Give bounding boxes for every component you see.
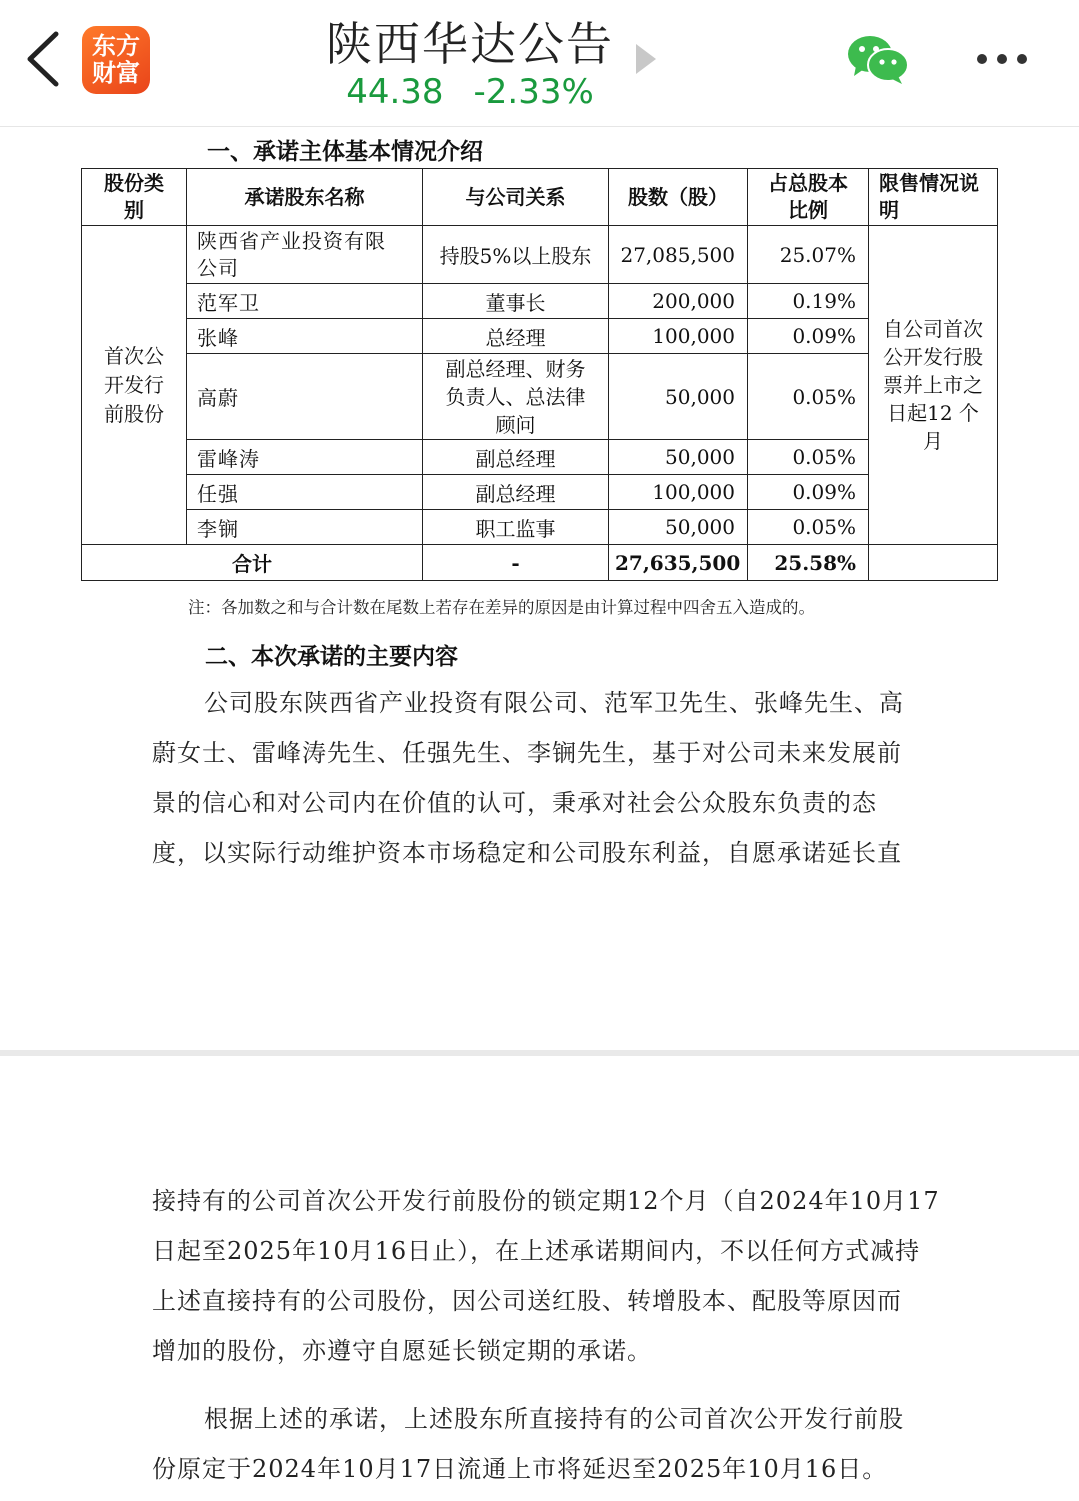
wechat-share-icon[interactable] bbox=[846, 34, 910, 86]
total-ratio: 25.58% bbox=[748, 545, 869, 581]
table-total-row bbox=[82, 545, 998, 581]
relation: 职工监事 bbox=[423, 510, 609, 545]
shares: 200,000 bbox=[609, 284, 748, 319]
header-share-type: 股份类 别 bbox=[82, 169, 187, 226]
paragraph-2 bbox=[152, 1176, 940, 1376]
shares: 50,000 bbox=[609, 510, 748, 545]
logo-text-top: 东方 bbox=[92, 32, 140, 60]
section-title-1: 一、承诺主体基本情况介绍 bbox=[207, 138, 483, 165]
paragraph-line: 接持有的公司首次公开发行前股份的锁定期12个月（自2024年10月17 bbox=[152, 1187, 940, 1215]
header-relation: 与公司关系 bbox=[423, 169, 609, 226]
table-row bbox=[82, 284, 998, 319]
paragraph-line: 根据上述的承诺，上述股东所直接持有的公司首次公开发行前股 bbox=[204, 1405, 904, 1433]
page-separator bbox=[0, 1050, 1079, 1056]
play-triangle-icon[interactable] bbox=[636, 44, 656, 74]
header-restriction: 限售情况说 明 bbox=[869, 169, 998, 226]
table-note: 注：各加数之和与合计数在尾数上若存在差异的原因是由计算过程中四舍五入造成的。 bbox=[188, 598, 815, 617]
shares: 50,000 bbox=[609, 440, 748, 475]
more-options-icon[interactable] bbox=[972, 48, 1032, 72]
stock-price: 44.38 bbox=[346, 72, 444, 112]
total-relation: - bbox=[423, 545, 609, 581]
table-row bbox=[82, 354, 998, 440]
ratio: 0.19% bbox=[748, 284, 869, 319]
restriction-cell: 自公司首次 公开发行股 票并上市之 日起12 个 月 bbox=[869, 226, 998, 545]
section-title-2: 二、本次承诺的主要内容 bbox=[205, 643, 458, 670]
shareholder-name: 雷峰涛 bbox=[187, 440, 423, 475]
ratio: 0.05% bbox=[748, 440, 869, 475]
relation: 持股5%以上股东 bbox=[423, 226, 609, 284]
relation: 副总经理 bbox=[423, 440, 609, 475]
table-row bbox=[82, 510, 998, 545]
paragraph-1 bbox=[152, 678, 927, 878]
stock-change: -2.33% bbox=[473, 72, 594, 112]
total-shares: 27,635,500 bbox=[609, 545, 748, 581]
shareholder-name: 李锎 bbox=[187, 510, 423, 545]
ratio: 25.07% bbox=[748, 226, 869, 284]
header-shareholder-name: 承诺股东名称 bbox=[187, 169, 423, 226]
ratio: 0.09% bbox=[748, 319, 869, 354]
table-row bbox=[82, 319, 998, 354]
shares: 50,000 bbox=[609, 354, 748, 440]
paragraph-line: 日起至2025年10月16日止），在上述承诺期间内，不以任何方式减持 bbox=[152, 1237, 921, 1265]
shareholder-name: 任强 bbox=[187, 475, 423, 510]
header-ratio: 占总股本 比例 bbox=[748, 169, 869, 226]
paragraph-line: 公司股东陕西省产业投资有限公司、范军卫先生、张峰先生、高 bbox=[204, 689, 904, 717]
back-arrow-icon[interactable] bbox=[22, 28, 66, 90]
paragraph-line: 份原定于2024年10月17日流通上市将延迟至2025年10月16日。 bbox=[152, 1455, 888, 1483]
table-header-row bbox=[82, 169, 998, 226]
logo-text-bottom: 财富 bbox=[92, 59, 140, 87]
header-shares: 股数（股） bbox=[609, 169, 748, 226]
table-row bbox=[82, 440, 998, 475]
table-row bbox=[82, 475, 998, 510]
stock-quote bbox=[300, 72, 640, 112]
shareholder-name: 张峰 bbox=[187, 319, 423, 354]
shares: 27,085,500 bbox=[609, 226, 748, 284]
paragraph-line: 度，以实际行动维护资本市场稳定和公司股东利益，自愿承诺延长直 bbox=[152, 839, 902, 867]
shares: 100,000 bbox=[609, 475, 748, 510]
paragraph-line: 上述直接持有的公司股份，因公司送红股、转增股本、配股等原因而 bbox=[152, 1287, 902, 1315]
eastmoney-logo bbox=[82, 26, 150, 94]
paragraph-line: 蔚女士、雷峰涛先生、任强先生、李锎先生，基于对公司未来发展前 bbox=[152, 739, 902, 767]
ratio: 0.09% bbox=[748, 475, 869, 510]
table-row bbox=[82, 226, 998, 284]
total-restriction-empty bbox=[869, 545, 998, 581]
total-label: 合计 bbox=[82, 545, 423, 581]
relation: 董事长 bbox=[423, 284, 609, 319]
share-category-cell: 首次公 开发行 前股份 bbox=[82, 226, 187, 545]
ratio: 0.05% bbox=[748, 354, 869, 440]
shares: 100,000 bbox=[609, 319, 748, 354]
relation: 副总经理 bbox=[423, 475, 609, 510]
top-bar bbox=[0, 0, 1079, 127]
shareholder-name: 高蔚 bbox=[187, 354, 423, 440]
commitment-table bbox=[81, 168, 998, 581]
relation: 副总经理、财务 负责人、总法律 顾问 bbox=[423, 354, 609, 440]
shareholder-name: 范军卫 bbox=[187, 284, 423, 319]
shareholder-name: 陕西省产业投资有限 公司 bbox=[187, 226, 423, 284]
paragraph-3 bbox=[152, 1394, 927, 1494]
paragraph-line: 增加的股份，亦遵守自愿延长锁定期的承诺。 bbox=[152, 1337, 652, 1365]
relation: 总经理 bbox=[423, 319, 609, 354]
page-title: 陕西华达公告 bbox=[326, 17, 614, 71]
ratio: 0.05% bbox=[748, 510, 869, 545]
paragraph-line: 景的信心和对公司内在价值的认可，秉承对社会公众股东负责的态 bbox=[152, 789, 877, 817]
